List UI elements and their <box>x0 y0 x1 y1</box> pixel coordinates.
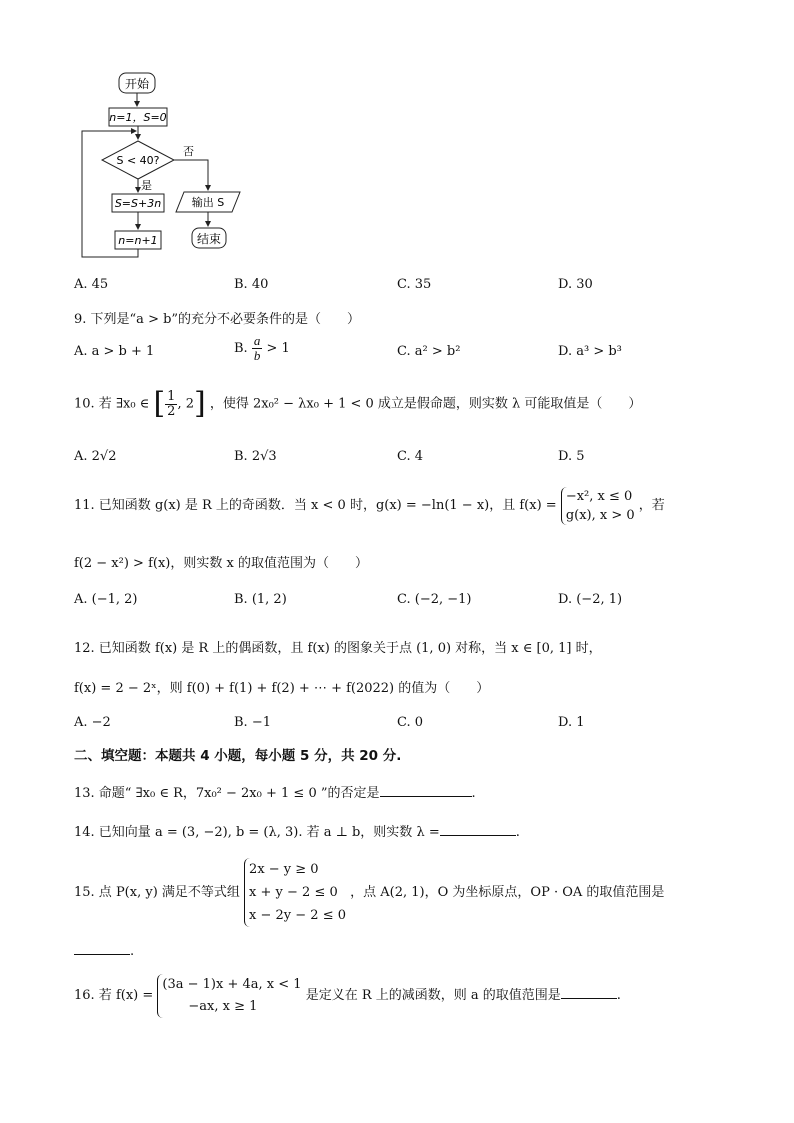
q8-option-c[interactable]: C. 35 <box>397 277 432 292</box>
q15-answer-blank[interactable] <box>74 942 130 955</box>
q9-option-b-rest: > 1 <box>266 341 290 356</box>
flowchart <box>70 66 260 266</box>
end-label: 结束 <box>196 232 222 246</box>
q10-frac-num: 1 <box>167 388 176 404</box>
q11-option-d[interactable]: D. (−2, 1) <box>558 592 623 607</box>
q11-option-c[interactable]: C. (−2, −1) <box>397 592 472 607</box>
q9-option-d[interactable]: D. a³ > b³ <box>558 344 622 359</box>
q14-answer-blank[interactable] <box>440 823 516 836</box>
q10-interval-rest: , 2 <box>177 396 194 412</box>
q16-piecewise <box>157 974 301 1018</box>
q15-system <box>244 858 346 927</box>
q10-stem <box>74 382 641 427</box>
q11-option-b[interactable]: B. (1, 2) <box>234 592 287 607</box>
q13 <box>74 782 476 801</box>
q9-option-a[interactable]: A. a > b + 1 <box>74 344 155 359</box>
q9-option-b[interactable] <box>234 334 290 363</box>
q10-option-d[interactable]: D. 5 <box>558 449 585 464</box>
q10-left-bracket: [ <box>153 386 166 421</box>
q14-end: . <box>515 825 520 840</box>
q14 <box>74 821 520 840</box>
q10-suffix: ，使得 2x₀² − λx₀ + 1 < 0 成立是假命题，则实数 λ 可能取值是（ ） <box>209 396 642 412</box>
q15-prefix: 15. 点 P(x, y) 满足不等式组 <box>74 885 240 900</box>
q10-right-bracket: ] <box>193 386 206 421</box>
q12-option-d[interactable]: D. 1 <box>558 715 585 730</box>
q14-stem: 14. 已知向量 a = (3, −2), b = (λ, 3). 若 a ⊥ b，则实数 λ = <box>74 825 440 840</box>
section-title: 二、填空题：本题共 4 小题，每小题 5 分，共 20 分. <box>74 748 402 764</box>
q10-option-c[interactable]: C. 4 <box>397 449 424 464</box>
q10-fraction <box>165 390 177 419</box>
q11-line2: f(2 − x²) > f(x)，则实数 x 的取值范围为（ ） <box>74 556 368 571</box>
q15-suffix: ，点 A(2, 1)，O 为坐标原点，OP · OA 的取值范围是 <box>350 885 665 900</box>
q9-frac-num: a <box>253 333 261 348</box>
q11-option-a[interactable]: A. (−1, 2) <box>74 592 138 607</box>
q10-option-b[interactable]: B. 2√3 <box>234 449 277 464</box>
q10-frac-den: 2 <box>167 403 176 419</box>
start-label: 开始 <box>124 77 150 91</box>
q8-option-d[interactable]: D. 30 <box>558 277 593 292</box>
q10-prefix: 10. 若 ∃x₀ ∈ <box>74 396 150 412</box>
q12-line2: f(x) = 2 − 2ˣ，则 f(0) + f(1) + f(2) + ⋯ + f(2022) 的值为（ ） <box>74 681 490 696</box>
q9-option-b-label: B. <box>234 341 248 356</box>
q12-line1: 12. 已知函数 f(x) 是 R 上的偶函数，且 f(x) 的图象关于点 (1, 0) 对称，当 x ∈ [0, 1] 时， <box>74 641 602 656</box>
q9-frac-den: b <box>253 348 261 363</box>
q9-stem: 9. 下列是“a > b”的充分不必要条件的是（ ） <box>74 312 361 327</box>
q13-stem: 13. 命题“ ∃x₀ ∈ R，7x₀² − 2x₀ + 1 ≤ 0 ”的否定是 <box>74 786 380 801</box>
q10-option-a[interactable]: A. 2√2 <box>74 449 117 464</box>
q15 <box>74 855 664 931</box>
q12-option-a[interactable]: A. −2 <box>74 715 111 730</box>
q16-end: . <box>616 988 621 1003</box>
q11-line1 <box>74 484 665 528</box>
q16-case1: (3a − 1)x + 4a, x < 1 <box>162 976 302 992</box>
output-label: 输出 S <box>191 196 225 209</box>
q11-case1: −x², x ≤ 0 <box>565 488 633 504</box>
q13-end: . <box>471 786 476 801</box>
yes-label: 是 <box>141 179 152 192</box>
q9-fraction <box>252 334 263 363</box>
no-label: 否 <box>183 145 194 158</box>
q16-answer-blank[interactable] <box>561 986 617 999</box>
q15-end: . <box>130 944 135 959</box>
q11-case2: g(x), x > 0 <box>565 507 635 523</box>
q8-option-b[interactable]: B. 40 <box>234 277 269 292</box>
q12-option-c[interactable]: C. 0 <box>397 715 424 730</box>
q15-ineq2: x + y − 2 ≤ 0 <box>249 885 338 900</box>
init-label: n=1，S=0 <box>109 111 167 124</box>
condition-label: S < 40? <box>116 154 160 167</box>
q16-suffix: 是定义在 R 上的减函数，则 a 的取值范围是 <box>305 988 561 1003</box>
q13-answer-blank[interactable] <box>380 784 472 797</box>
update-s-label: S=S+3n <box>114 197 162 210</box>
q11-piecewise <box>561 487 635 525</box>
q12-option-b[interactable]: B. −1 <box>234 715 271 730</box>
q16 <box>74 970 621 1022</box>
q15-ineq3: x − 2y − 2 ≤ 0 <box>249 908 347 923</box>
update-n-label: n=n+1 <box>118 234 158 247</box>
q11-suffix: ，若 <box>638 498 665 513</box>
q9-option-c[interactable]: C. a² > b² <box>397 344 461 359</box>
q15-ineq1: 2x − y ≥ 0 <box>249 862 319 877</box>
q16-prefix: 16. 若 f(x) = <box>74 988 154 1003</box>
q15-answer-line <box>74 942 134 959</box>
q16-case2: −ax, x ≥ 1 <box>188 998 258 1014</box>
q8-option-a[interactable]: A. 45 <box>74 277 109 292</box>
q11-prefix: 11. 已知函数 g(x) 是 R 上的奇函数．当 x < 0 时，g(x) = −ln(1 − x)，且 f(x) = <box>74 498 557 513</box>
